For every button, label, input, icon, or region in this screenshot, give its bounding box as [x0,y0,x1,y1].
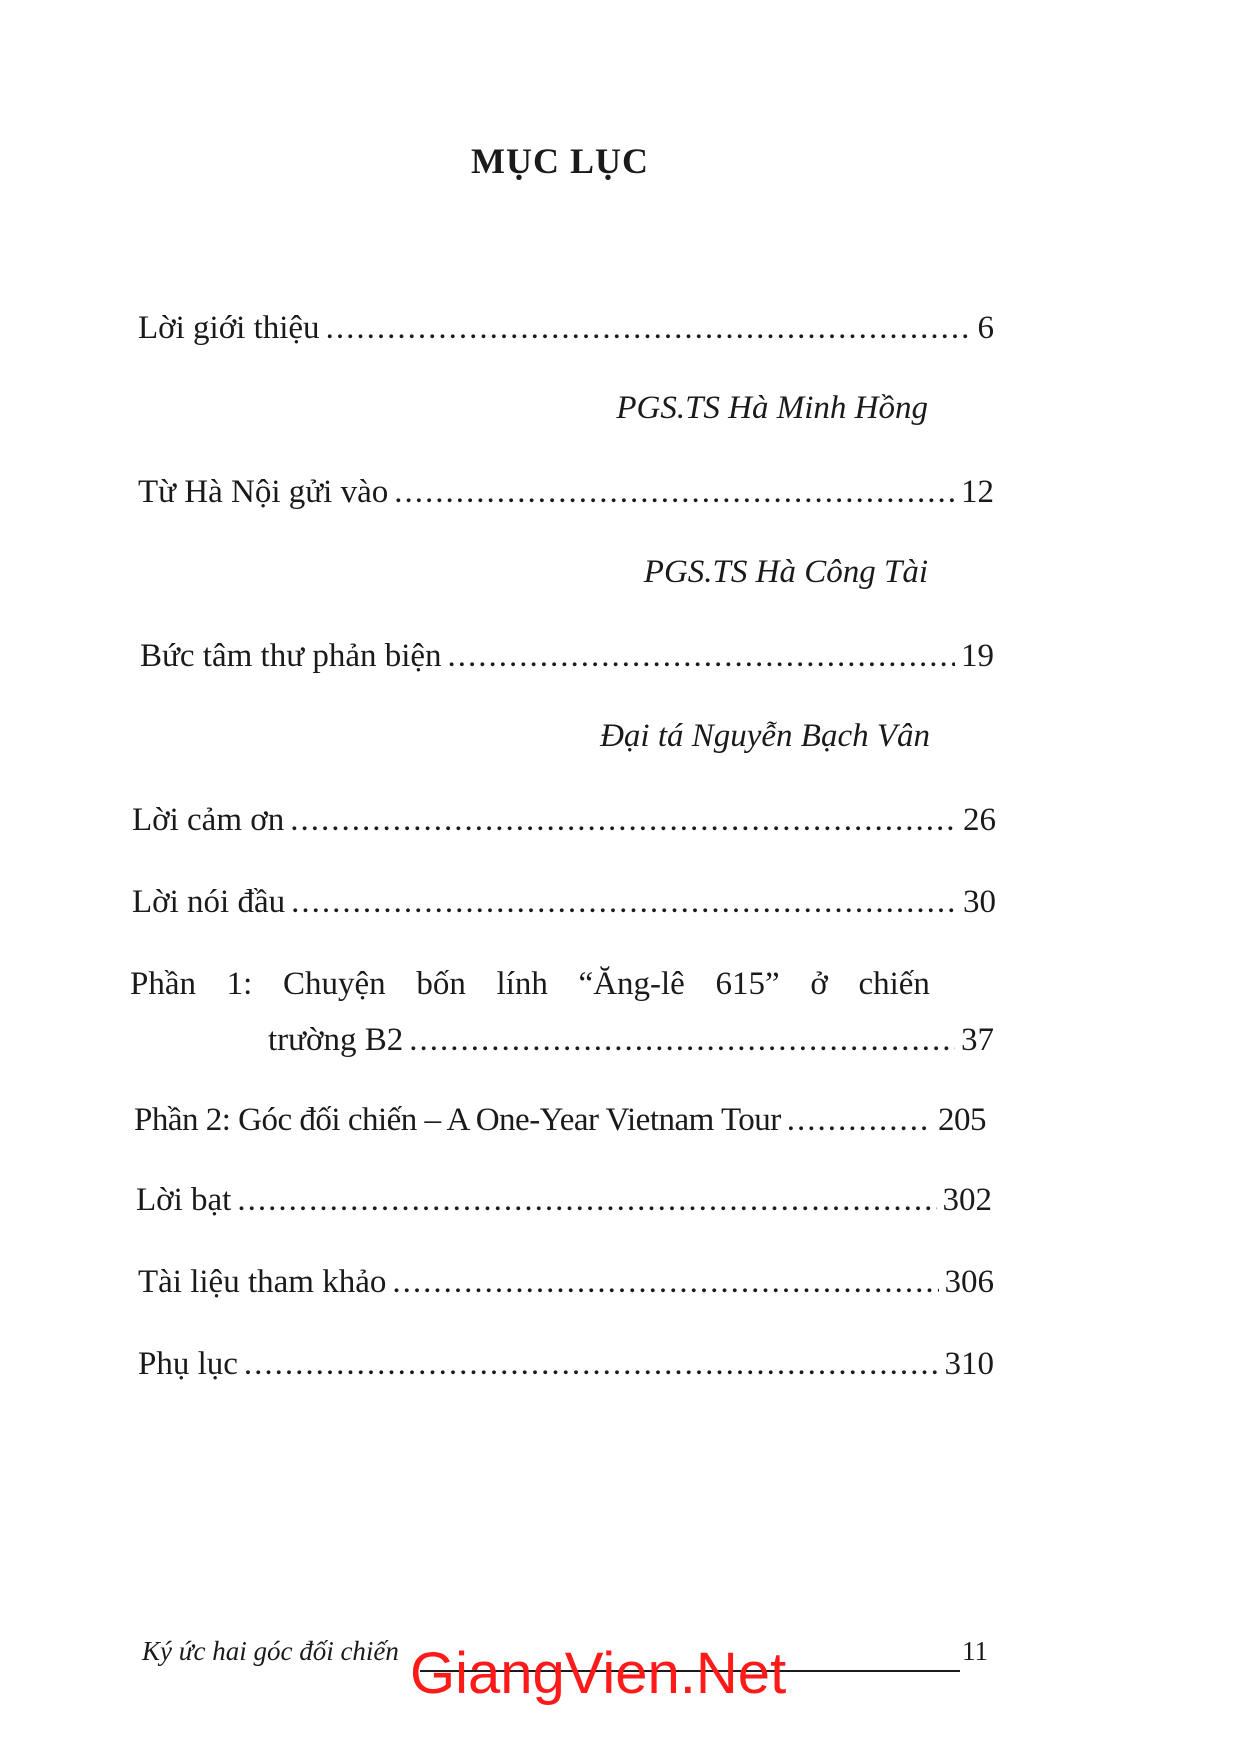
toc-word: “Ăng-lê [578,966,685,1002]
dot-leader [244,1344,939,1384]
dot-leader [394,472,955,512]
page-title: MỤC LỤC [471,141,649,181]
dot-leader [448,636,955,676]
dot-leader [409,1020,955,1060]
toc-entry [132,882,996,922]
toc-entry-author: PGS.TS Hà Công Tài [643,554,928,590]
toc-word: bốn [416,966,466,1002]
toc-entry-author: PGS.TS Hà Minh Hồng [616,390,928,426]
dot-leader [392,1262,938,1302]
toc-entry [138,308,994,348]
toc-word: Phần [130,966,196,1002]
footer-page-number: 11 [962,1636,988,1666]
toc-entry [138,472,994,512]
toc-entry-label: Từ Hà Nội gửi vào [138,474,389,510]
dot-leader [787,1100,932,1140]
toc-entry [138,1344,994,1384]
toc-entry-line1 [130,964,930,1004]
toc-entry [132,800,996,840]
toc-entry [140,636,994,676]
toc-entry-label: Bức tâm thư phản biện [140,638,442,674]
toc-entry-page: 19 [961,638,994,674]
toc-word: ở [810,966,828,1002]
toc-entry-page: 26 [963,802,996,838]
toc-entry-page: 306 [944,1264,994,1300]
toc-entry [136,1180,992,1220]
dot-leader [291,882,957,922]
toc-entry [138,1262,994,1302]
toc-entry [134,1100,986,1140]
toc-entry-label: Lời bạt [136,1182,232,1218]
toc-entry [268,1020,994,1060]
toc-word: 1: [226,966,253,1002]
toc-entry-page: 205 [938,1102,986,1138]
toc-entry-page: 302 [942,1182,992,1218]
toc-entry-label: Lời cảm ơn [132,802,285,838]
dot-leader [290,800,957,840]
toc-entry-label: Lời nói đầu [132,884,286,920]
toc-entry-label: Tài liệu tham khảo [138,1264,387,1300]
toc-entry-page: 12 [961,474,994,510]
toc-word: Chuyện [283,966,386,1002]
toc-word: 615” [715,966,780,1002]
toc-entry-page: 37 [961,1022,994,1058]
toc-entry-label: Phụ lục [138,1346,238,1382]
toc-entry-page: 6 [977,310,994,346]
watermark: GiangVien.Net [410,1641,787,1706]
toc-entry-page: 310 [944,1346,994,1382]
footer-book-title: Ký ức hai góc đối chiến [142,1636,399,1666]
dot-leader [326,308,972,348]
toc-entry-label: Phần 2: Góc đối chiến – A One-Year Vietnam Tour [134,1102,781,1138]
toc-entry-author: Đại tá Nguyễn Bạch Vân [600,718,930,754]
toc-word: lính [496,966,548,1002]
toc-entry-label: Lời giới thiệu [138,310,320,346]
toc-entry-page: 30 [963,884,996,920]
toc-word: chiến [858,966,930,1002]
toc-entry-label: trường B2 [268,1022,404,1058]
dot-leader [237,1180,936,1220]
